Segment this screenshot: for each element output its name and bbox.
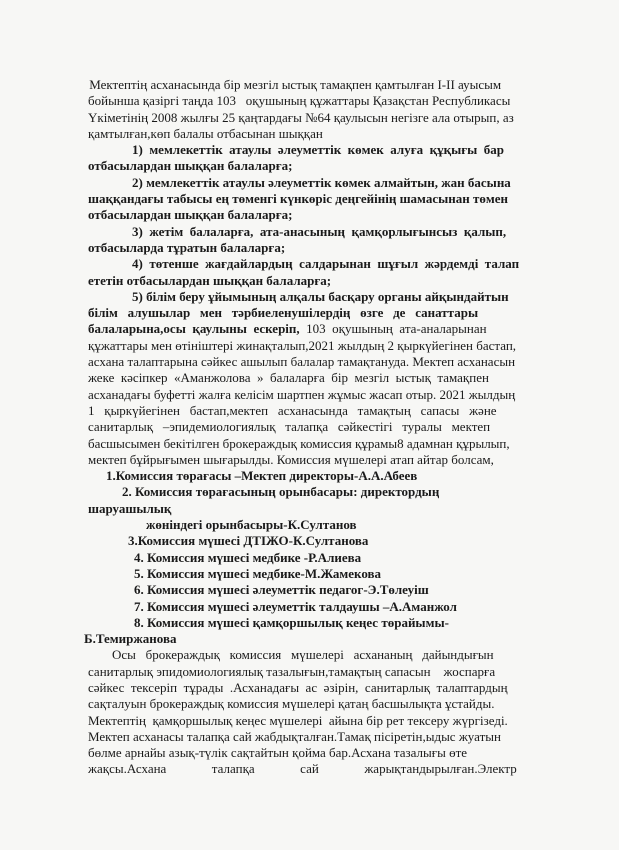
list-item: балаларына,осы қаулыны ескеріп, (88, 321, 300, 337)
body-line: жақсы.Асхана талапқа сай жарықтандырылған.Электр (88, 761, 517, 777)
body-line: санитарлық –эпидемиологиялық талапқа сәйкестігі туралы мектеп (88, 419, 491, 435)
body-line: жеке кәсіпкер «Аманжолова » балаларға бір мезгіл ыстық тамақпен (88, 370, 489, 386)
list-item: 5) білім беру ұйымының алқалы басқару органы айқындайтын (132, 288, 509, 304)
document-body (84, 77, 588, 778)
list-item: ететін отбасылардан шыққан балаларға; (88, 272, 332, 288)
member-line: шаруашылық (88, 500, 172, 516)
member-line: 5. Комиссия мүшесі медбике-М.Жамекова (134, 565, 382, 581)
list-item: отбасылардан шыққан балаларға; (88, 207, 293, 223)
list-line-mixed (88, 321, 588, 337)
member-line: 7. Комиссия мүшесі әлеуметтік талдаушы –А.Аманжол (134, 598, 457, 614)
body-line: Осы брокераждық комиссия мүшелері асхананың дайындығын (112, 647, 494, 663)
list-item: 4) төтенше жағдайлардың салдарынан шұғыл жәрдемді талап (132, 256, 520, 272)
list-item: отбасыларда тұратын балаларға; (88, 239, 286, 255)
list-item: білім алушылар мен тәрбиеленушілердің өзге де санаттары (88, 305, 479, 321)
body-line: Мектептің қамқоршылық кеңес мүшелері айына бір рет тексеру жүргізеді. (88, 712, 508, 728)
member-line: 2. Комиссия төрағасының орынбасары: директордың (122, 484, 440, 500)
body-line: құжаттары мен өтініштері жинақталып,2021 жылдың 2 қыркүйегінен бастап, (88, 337, 517, 353)
intro-line: Мектептің асханасында бір мезгіл ыстық тамақпен қамтылған I-II ауысым (86, 77, 502, 92)
body-line: Мектеп асханасы талапқа сай жабдықталған.Тамақ пісіретін,ыдыс жуатын (88, 728, 501, 744)
body-line: сақталуын брокераждық комиссия мүшелері қатаң басшылықта ұстайды. (88, 696, 495, 712)
body-line: 1 қыркүйегінен бастап,мектеп асханасында тамақтың сапасы және (88, 402, 497, 418)
member-line: 1.Комиссия төрағасы –Мектеп директоры-А.А.Абеев (106, 468, 418, 484)
intro-line: Үкіметінің 2008 жылғы 25 қаңтардағы №64 қаулысын негізге ала отырып, аз (88, 109, 514, 125)
list-item: 3) жетім балаларға, ата-анасының қамқорлығынсыз қалып, (132, 223, 507, 239)
list-tail-text: 103 оқушының ата-аналарынан (299, 321, 487, 337)
list-item: шаққандағы табысы ең төменгі күнкөріс деңгейінің шамасынан төмен (88, 191, 508, 207)
body-line: сәйкес тексеріп тұрады .Асханадағы ас әзірін, санитарлық талаптардың (88, 679, 508, 695)
body-line: бөлме арнайы азық-түлік сақтайтын қойма бар.Асхана тазалығы өте (88, 745, 468, 761)
member-line: 4. Комиссия мүшесі медбике -Р.Алиева (134, 549, 362, 565)
member-line: 8. Комиссия мүшесі қамқоршылық кеңес төрайымы- (134, 614, 449, 630)
body-line: асхана талаптарына сәйкес ашылып балалар тамақтануда. Мектеп асханасын (88, 354, 516, 370)
body-line: асханадағы буфетті жалға келісім шартпен жұмыс жасап отыр. 2021 жылдың (88, 386, 516, 402)
member-line: жөніндегі орынбасыры-К.Султанов (146, 517, 357, 533)
list-item: отбасылардан шыққан балаларға; (88, 158, 293, 174)
intro-line: қамтылған,көп балалы отбасынан шыққан (88, 125, 323, 141)
member-line: 6. Комиссия мүшесі әлеуметтік педагог-Э.Төлеуіш (134, 582, 429, 598)
member-line: Б.Темиржанова (84, 631, 177, 647)
body-line: мектеп бұйрығымен шығарылды. Комиссия мүшелері атап айтар болсам, (88, 451, 494, 467)
list-item: 1) мемлекеттік атаулы әлеуметтік көмек алуға құқығы бар (132, 142, 505, 158)
member-line: 3.Комиссия мүшесі ДТІЖО-К.Султанова (128, 533, 369, 549)
body-line: басшысымен бекітілген брокераждық комиссия құрамы8 адамнан құрылып, (88, 435, 510, 451)
list-item: 2) мемлекеттік атаулы әлеуметтік көмек алмайтын, жан басына (132, 174, 511, 190)
body-line: санитарлық эпидомиологиялық тазалығын,тамақтың сапасын жоспарға (88, 663, 496, 679)
intro-line: бойынша қазіргі таңда 103 оқушының құжаттары Қазақстан Республикасы (88, 93, 511, 109)
